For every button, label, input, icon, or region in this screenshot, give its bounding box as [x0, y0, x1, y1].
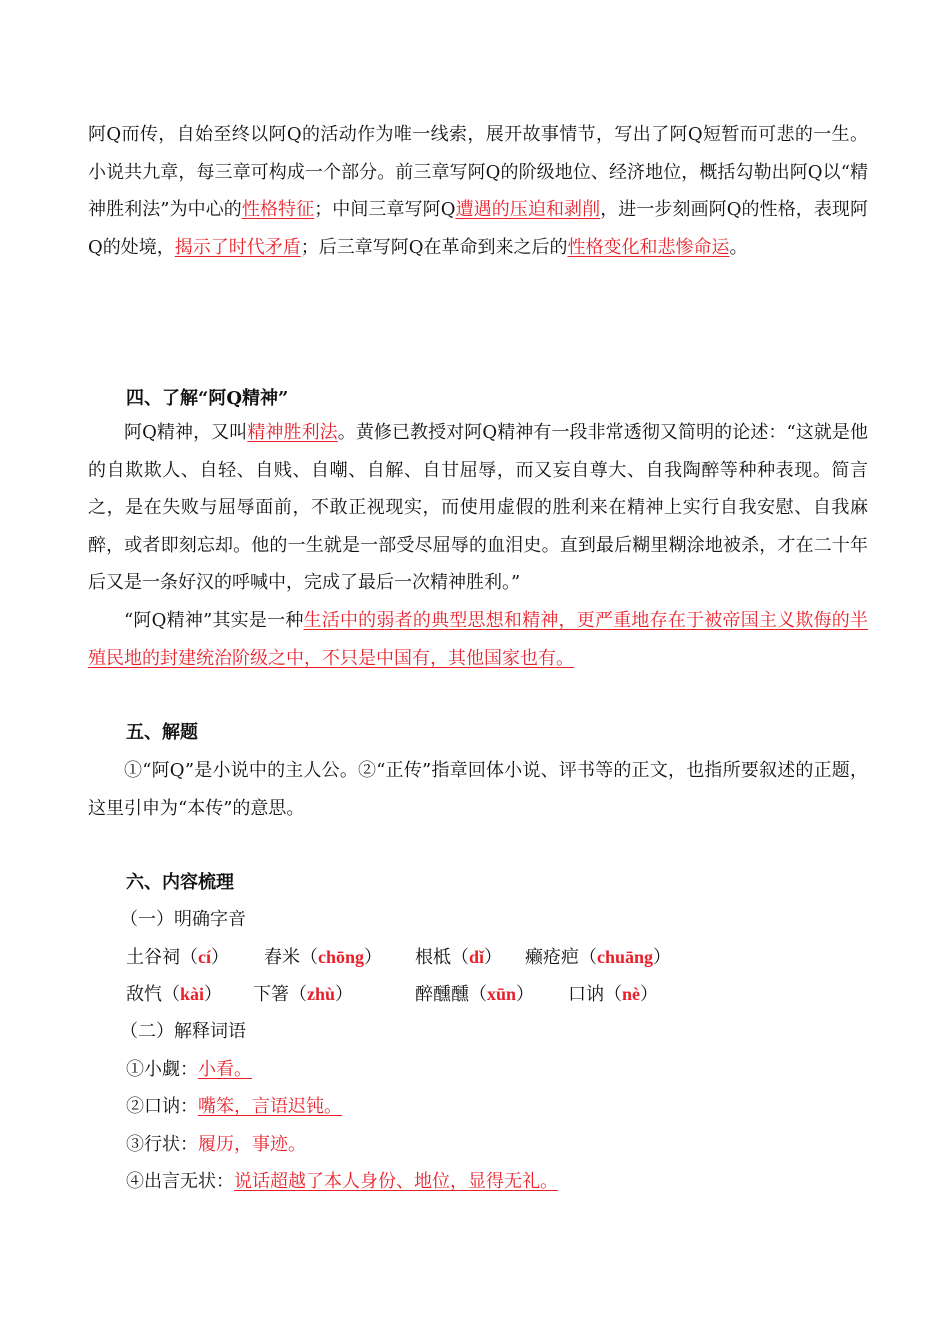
- pinyin: dǐ: [469, 947, 485, 967]
- definition-item: [126, 1130, 306, 1156]
- pinyin: kài: [180, 984, 205, 1004]
- pron-word: 癞疮疤: [525, 947, 579, 968]
- pron-item: 下箸（zhù）: [253, 984, 354, 1005]
- term: ④出言无状：: [126, 1171, 234, 1192]
- answer-highlight: 履历，事迹。: [198, 1134, 306, 1155]
- pron-item: 醉醺醺（xūn）: [415, 984, 535, 1005]
- section-heading-4: 四、了解“阿Q精神”: [126, 388, 289, 409]
- term: ②口讷：: [126, 1096, 198, 1117]
- pinyin: cí: [198, 947, 211, 967]
- answer-highlight: 嘴笨，言语迟钝。: [198, 1096, 342, 1117]
- term: ③行状：: [126, 1134, 198, 1155]
- pinyin: nè: [622, 984, 640, 1004]
- term: ①小觑：: [126, 1059, 198, 1080]
- text: 阿Q精神，又叫: [124, 422, 248, 443]
- pron-item: 舂米（chōng）: [264, 947, 383, 968]
- pron-word: 舂米: [264, 947, 300, 968]
- pron-word: 敌忾: [126, 984, 162, 1005]
- pron-word: 口讷: [568, 984, 604, 1005]
- text: 。: [729, 236, 748, 258]
- definition-item: [126, 1055, 252, 1081]
- pron-word: 根柢: [415, 947, 451, 968]
- answer-highlight: 小看。: [198, 1059, 252, 1080]
- text: 阿Q而传，自始至终以阿Q的活动作为唯一线索，展开故事情节，写出了阿Q短暂而可悲的一生。小说共九章，每三章可构成一个部分。前三章写阿Q的阶级地位、经济地位，概括勾勒出阿Q以“精神胜利法”为中心的: [88, 124, 868, 220]
- answer-highlight: 性格特征: [241, 199, 315, 220]
- pron-word: 土谷祠: [126, 947, 180, 968]
- pinyin: xūn: [487, 984, 517, 1004]
- pron-item: 根柢（dǐ）: [415, 947, 503, 968]
- text: 。黄修已教授对阿Q精神有一段非常透彻又简明的论述：“这就是他的自欺欺人、自轻、自贱、自嘲、自解、自甘屈辱，而又妄自尊大、自我陶醉等种种表现。简言之，是在失败与屈辱面前，不敢正视现实，而使用虚假的胜利来在精神上实行自我安慰、自我麻醉，或者即刻忘却。他的一生就是一部受尽屈辱的血泪史。直到最后糊里糊涂地被杀，才在二十年后又是一条好汉的呼喊中，完成了最后一次精神胜利。”: [88, 422, 869, 593]
- answer-highlight: 生活中的弱者的典型思想和精神，更严重地存在于被帝国主义欺侮的半殖民地的封建统治阶级之中，不只是中国有，其他国家也有。: [88, 610, 868, 669]
- subheading-definitions: （二）解释词语: [120, 1021, 246, 1042]
- pinyin: zhù: [307, 984, 336, 1004]
- answer-highlight: 性格变化和悲惨命运: [567, 236, 730, 258]
- answer-highlight: 说话超越了本人身份、地位，显得无礼。: [234, 1171, 558, 1192]
- section-heading-6: 六、内容梳理: [126, 872, 234, 893]
- text: ；中间三章写阿Q: [314, 199, 456, 220]
- pinyin: chuāng: [597, 947, 654, 967]
- definition-item: [126, 1092, 342, 1118]
- section-heading-5: 五、解题: [126, 722, 198, 743]
- pron-item: 癞疮疤（chuāng）: [525, 947, 672, 968]
- answer-highlight: 揭示了时代矛盾: [174, 236, 301, 258]
- text: ；后三章写阿Q在革命到来之后的: [300, 236, 568, 258]
- pron-word: 醉醺醺: [415, 984, 469, 1005]
- pinyin: chōng: [318, 947, 365, 967]
- answer-highlight: 精神胜利法: [247, 422, 338, 443]
- text: “阿Q精神”其实是一种: [124, 610, 304, 631]
- intro-paragraph: [88, 116, 868, 266]
- section5-paragraph: ①“阿Q”是小说中的主人公。②“正传”指章回体小说、评书等的正文，也指所要叙述的正题，这里引申为“本传”的意思。: [88, 760, 868, 819]
- definition-item: [126, 1167, 558, 1193]
- text: ，进一步刻画阿Q的性格，表现阿Q的处境，: [88, 199, 869, 258]
- pron-item: 敌忾（kài）: [126, 984, 223, 1005]
- pron-word: 下箸: [253, 984, 289, 1005]
- pron-item: 口讷（nè）: [568, 984, 658, 1005]
- subheading-pronunciation: （一）明确字音: [120, 909, 246, 930]
- section4-paragraph-2: [88, 602, 868, 677]
- pron-item: 土谷祠（cí）: [126, 947, 229, 968]
- answer-highlight: 遭遇的压迫和剥削: [455, 199, 601, 220]
- section4-paragraph: [88, 414, 868, 602]
